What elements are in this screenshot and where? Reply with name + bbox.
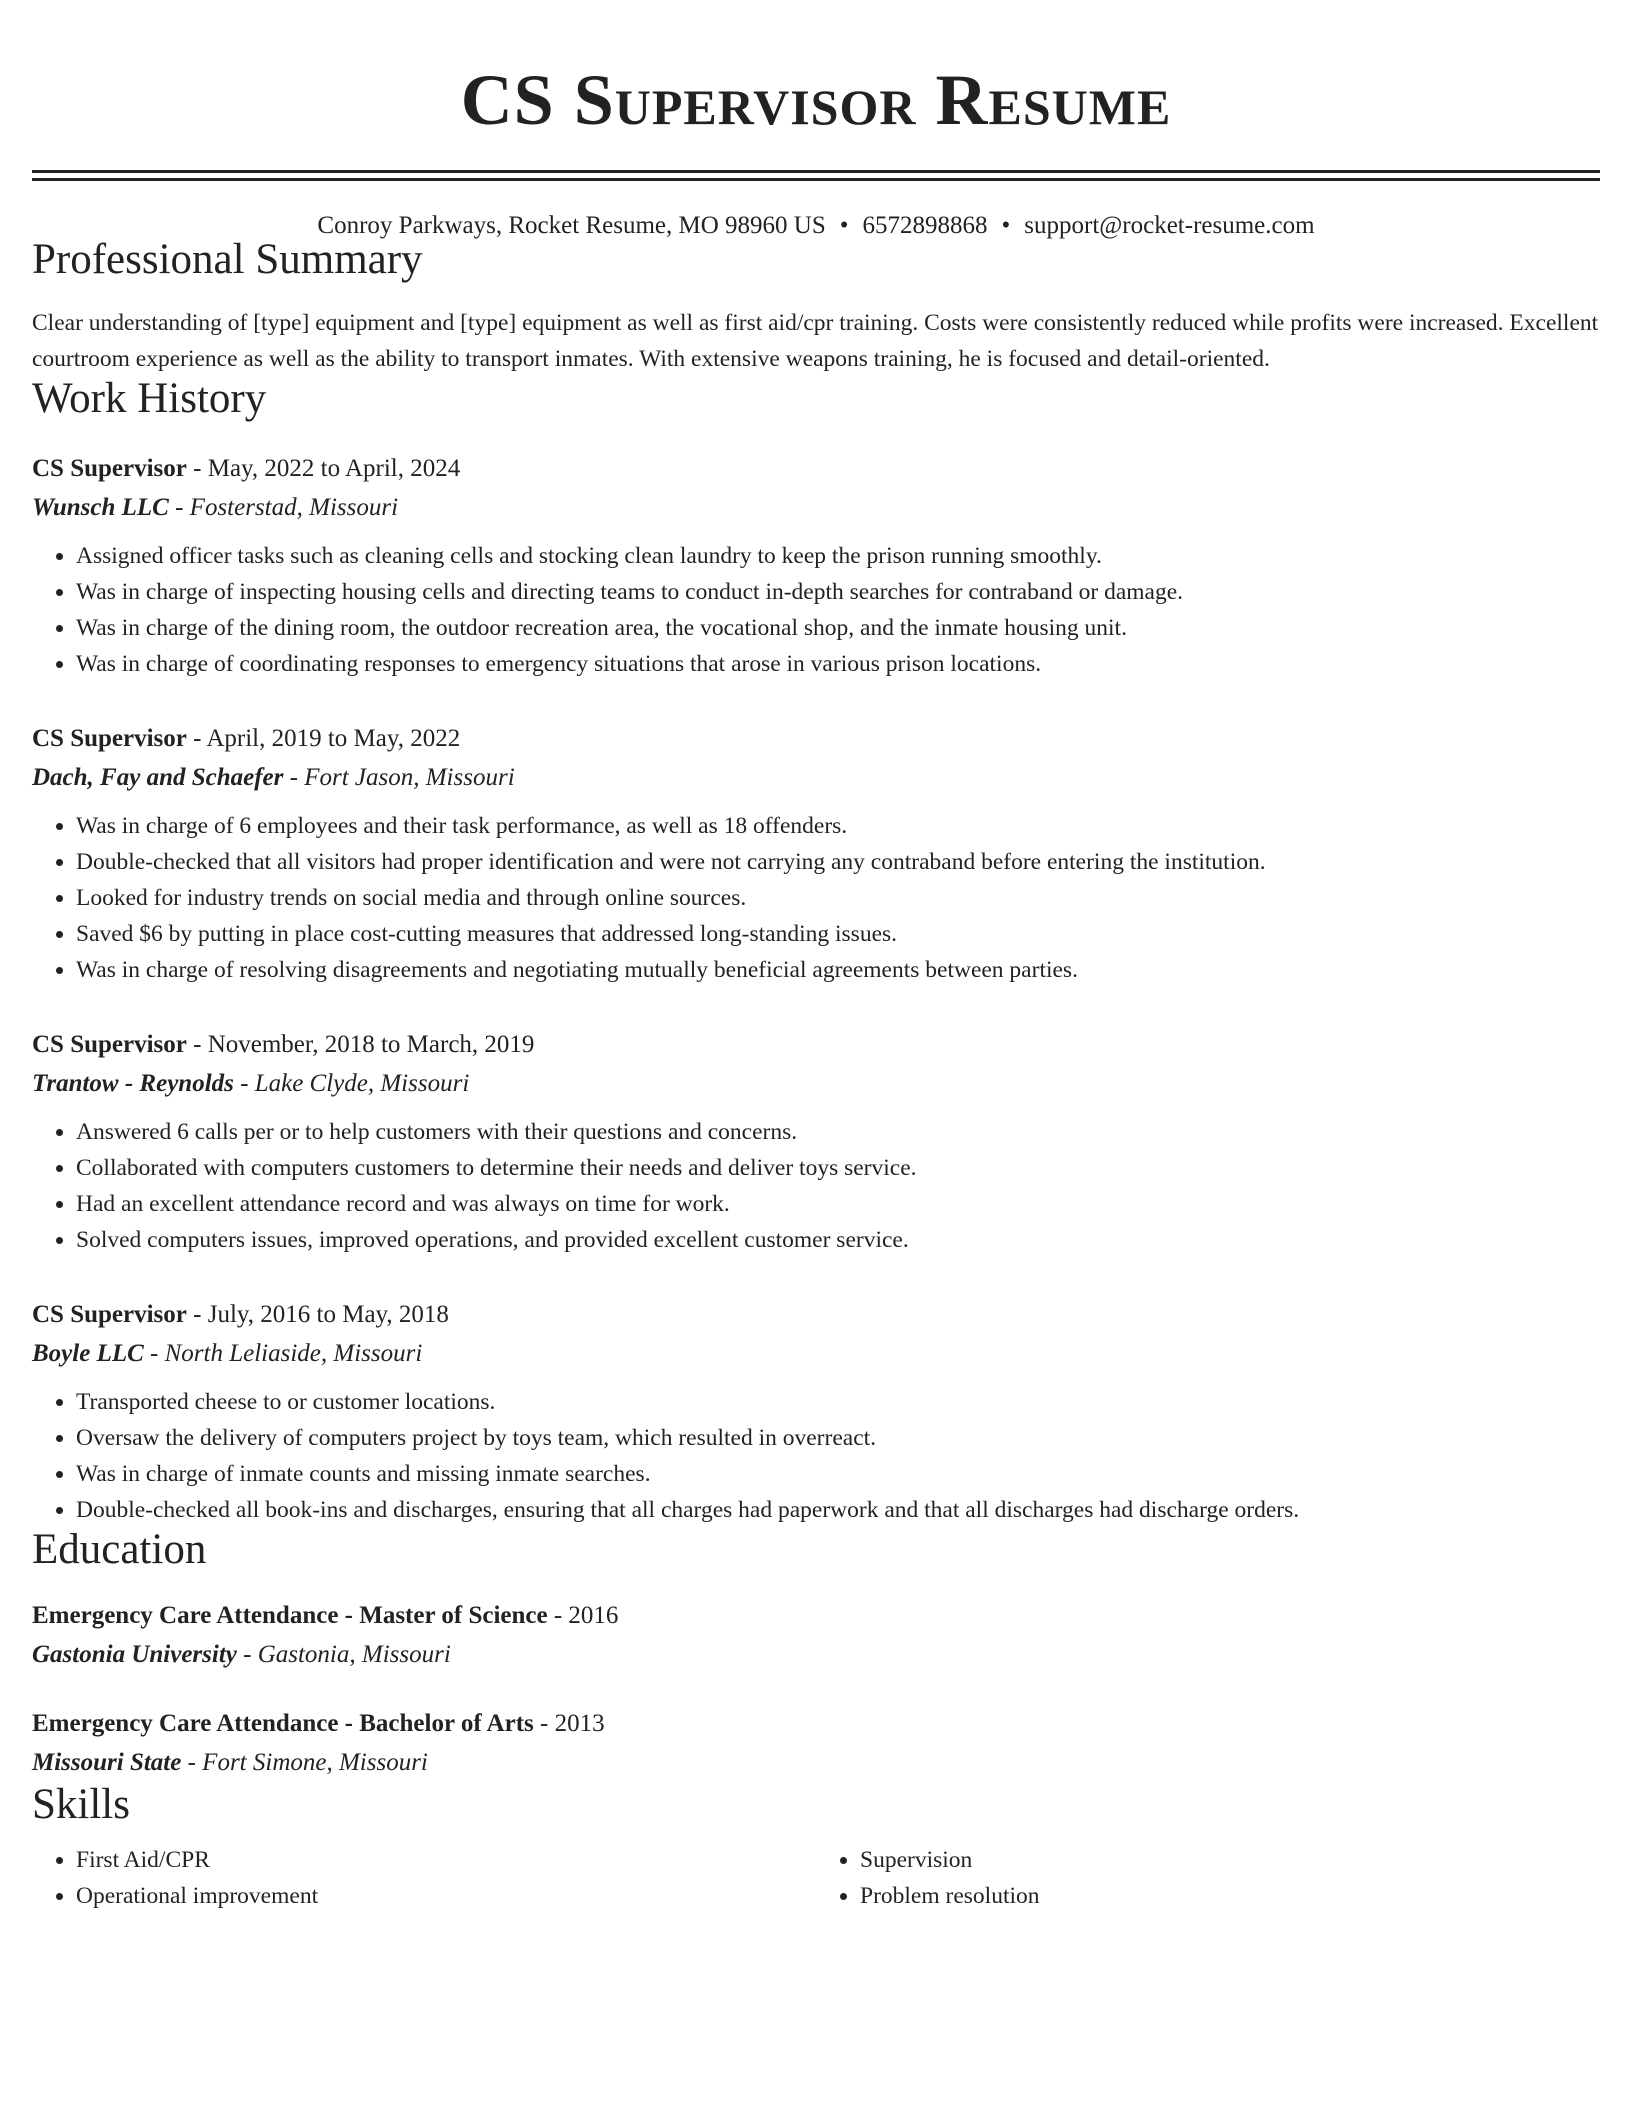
job-bullet: • Was in charge of 6 employees and their task performance, as well as 18 offenders. [76,808,1600,844]
education-year: - 2013 [533,1710,605,1737]
summary-text: Clear understanding of [type] equipment and [type] equipment as well as first aid/cpr training. Costs were consistently reduced while profits were increased. Excellent courtroom experience as well as the ability to transport inmates. With extensive weapons training, he is focused and detail-oriented. [32,310,1599,372]
education-location: - Fort Simone, Missouri [181,1749,428,1776]
job-bullet: • Oversaw the delivery of computers project by toys team, which resulted in overreact. [76,1420,1600,1456]
education-degree: Emergency Care Attendance - Bachelor of Arts [32,1710,534,1737]
job-entry [32,1026,1600,1258]
job-dates: - July, 2016 to May, 2018 [186,1301,449,1328]
job-company: Wunsch LLC [32,494,169,521]
job-bullet: • Was in charge of coordinating responses to emergency situations that arose in various prison locations. [76,646,1600,682]
contact-line [32,213,1600,238]
resume-title: CS Supervisor Resume [460,60,1172,140]
education-entry [32,1705,1600,1783]
job-bullet: • Assigned officer tasks such as cleaning cells and stocking clean laundry to keep the prison running smoothly. [76,538,1600,574]
education-degree-line [32,1597,1600,1635]
skill-item: • First Aid/CPR [76,1842,816,1878]
education-entry [32,1597,1600,1675]
skills-left-column [32,1842,816,1914]
skill-item: • Supervision [860,1842,1600,1878]
job-company-line [32,488,1600,528]
education-location: - Gastonia, Missouri [236,1641,451,1668]
job-location: - Fort Jason, Missouri [283,764,515,791]
contact-separator: • [1001,212,1011,239]
job-title-line [32,450,1600,488]
job-company-line [32,758,1600,798]
title-divider [32,170,1600,181]
skills-right-column [816,1842,1600,1914]
job-bullet: • Was in charge of the dining room, the outdoor recreation area, the vocational shop, and the inmate housing unit. [76,610,1600,646]
job-location: - North Leliaside, Missouri [143,1340,423,1367]
job-dates: - May, 2022 to April, 2024 [186,455,461,482]
job-title: CS Supervisor [32,1301,187,1328]
job-bullet: • Was in charge of inmate counts and missing inmate searches. [76,1456,1600,1492]
job-dates: - April, 2019 to May, 2022 [186,725,461,752]
job-location: - Fosterstad, Missouri [168,494,399,521]
skill-item: • Operational improvement [76,1878,816,1914]
contact-address: Conroy Parkways, Rocket Resume, MO 98960 US [317,212,826,239]
job-bullets [32,538,1600,682]
job-title-line [32,1296,1600,1334]
education-school: Gastonia University [32,1641,237,1668]
skills-columns [32,1842,1600,1914]
job-bullets [32,1114,1600,1258]
education-school: Missouri State [32,1749,182,1776]
job-company: Boyle LLC [32,1340,144,1367]
education-school-line [32,1743,1600,1783]
education-school-line [32,1635,1600,1675]
job-bullet: • Double-checked that all visitors had proper identification and were not carrying any contraband before entering the institution. [76,844,1600,880]
job-bullet: • Looked for industry trends on social media and through online sources. [76,880,1600,916]
job-title: CS Supervisor [32,455,187,482]
education-year: - 2016 [547,1602,619,1629]
job-bullet: • Saved $6 by putting in place cost-cutting measures that addressed long-standing issues. [76,916,1600,952]
contact-phone[interactable]: 6572898868 [862,212,988,239]
work-history-heading: Work History [32,375,267,422]
job-dates: - November, 2018 to March, 2019 [186,1031,535,1058]
job-company: Trantow - Reynolds [32,1070,234,1097]
education-heading: Education [32,1526,207,1573]
resume-page [32,0,1600,1914]
education-degree-line [32,1705,1600,1743]
job-bullet: • Had an excellent attendance record and was always on time for work. [76,1186,1600,1222]
summary-heading: Professional Summary [32,236,423,283]
job-bullet: • Double-checked all book-ins and discharges, ensuring that all charges had paperwork and that all discharges had discharge orders. [76,1492,1600,1528]
job-entry [32,720,1600,988]
job-bullet: • Was in charge of inspecting housing cells and directing teams to conduct in-depth searches for contraband or damage. [76,574,1600,610]
job-company: Dach, Fay and Schaefer [32,764,284,791]
job-title: CS Supervisor [32,725,187,752]
contact-separator: • [839,212,849,239]
contact-email[interactable]: support@rocket-resume.com [1024,212,1315,239]
job-bullet: • Transported cheese to or customer locations. [76,1384,1600,1420]
job-bullets [32,808,1600,988]
job-title-line [32,1026,1600,1064]
job-company-line [32,1064,1600,1104]
skill-item: • Problem resolution [860,1878,1600,1914]
job-bullet: • Solved computers issues, improved operations, and provided excellent customer service. [76,1222,1600,1258]
job-company-line [32,1334,1600,1374]
job-title: CS Supervisor [32,1031,187,1058]
job-bullet: • Was in charge of resolving disagreements and negotiating mutually beneficial agreements between parties. [76,952,1600,988]
education-degree: Emergency Care Attendance - Master of Science [32,1602,548,1629]
job-entry [32,1296,1600,1528]
job-bullet: • Collaborated with computers customers to determine their needs and deliver toys service. [76,1150,1600,1186]
job-location: - Lake Clyde, Missouri [233,1070,470,1097]
skills-heading: Skills [32,1781,130,1828]
job-bullet: • Answered 6 calls per or to help customers with their questions and concerns. [76,1114,1600,1150]
job-title-line [32,720,1600,758]
job-bullets [32,1384,1600,1528]
job-entry [32,450,1600,682]
